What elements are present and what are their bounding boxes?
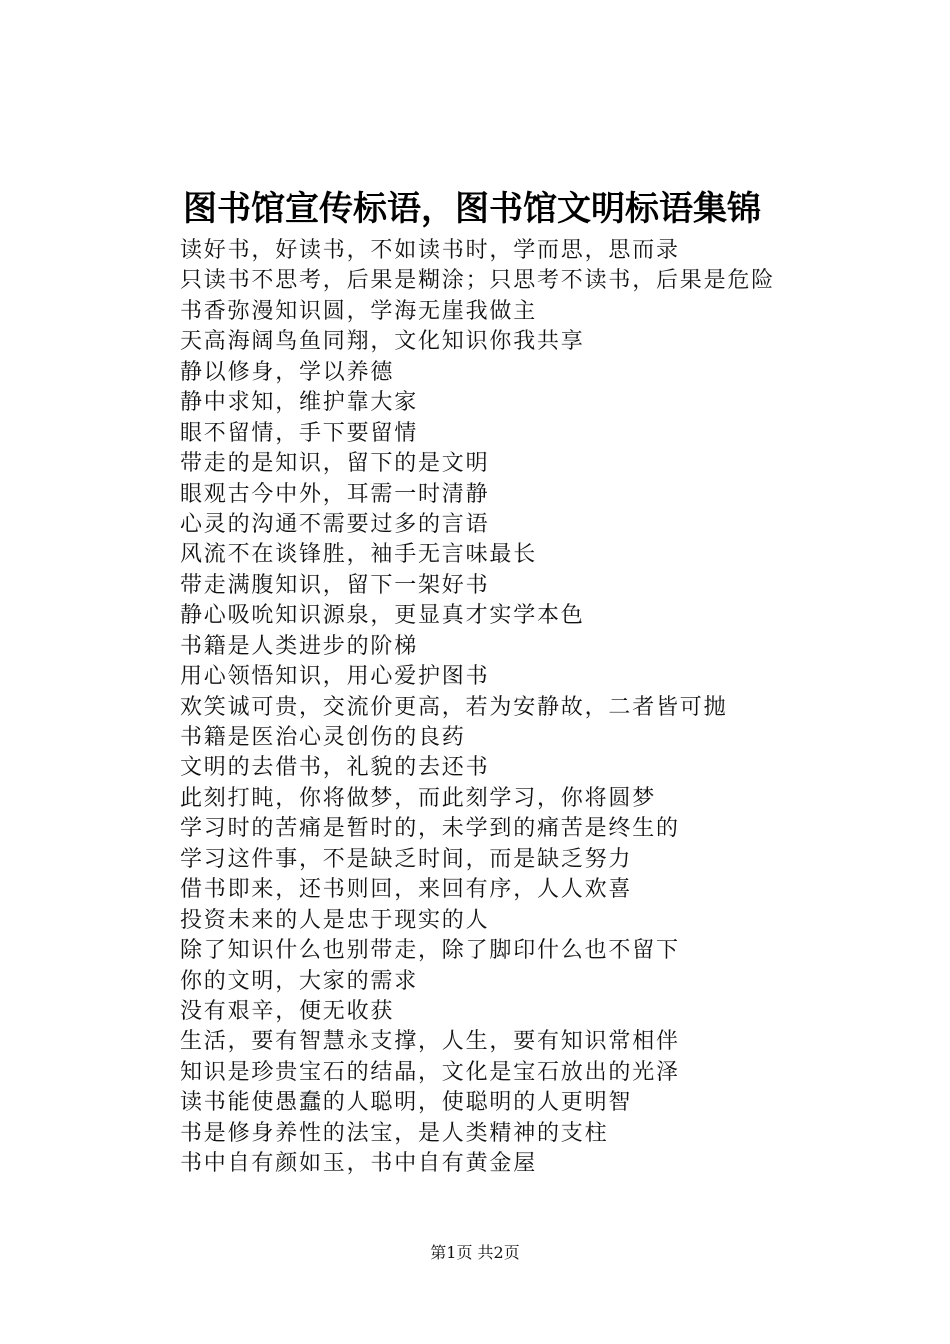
slogan-line: 借书即来，还书则回，来回有序，人人欢喜 — [180, 877, 633, 903]
slogan-line: 静中求知，维护靠大家 — [180, 390, 419, 416]
slogan-line: 欢笑诚可贵，交流价更高，若为安静故，二者皆可抛 — [180, 694, 728, 720]
slogan-line: 心灵的沟通不需要过多的言语 — [180, 511, 490, 537]
slogan-line: 读书能使愚蠢的人聪明，使聪明的人更明智 — [180, 1090, 633, 1116]
slogan-line: 静以修身，学以养德 — [180, 359, 395, 385]
page-number-footer: 第1页 共2页 — [430, 1243, 520, 1262]
slogan-line: 风流不在谈锋胜，袖手无言味最长 — [180, 542, 538, 568]
slogan-line: 眼观古今中外，耳需一时清静 — [180, 481, 490, 507]
document-title: 图书馆宣传标语，图书馆文明标语集锦 — [183, 189, 761, 229]
slogan-line: 书籍是人类进步的阶梯 — [180, 633, 419, 659]
slogan-list — [180, 236, 880, 1180]
slogan-line: 静心吸吮知识源泉，更显真才实学本色 — [180, 603, 585, 629]
slogan-line: 书是修身养性的法宝，是人类精神的支柱 — [180, 1120, 609, 1146]
slogan-line: 带走满腹知识，留下一架好书 — [180, 572, 490, 598]
slogan-line: 书中自有颜如玉，书中自有黄金屋 — [180, 1151, 538, 1177]
slogan-line: 此刻打盹，你将做梦，而此刻学习，你将圆梦 — [180, 785, 657, 811]
slogan-line: 带走的是知识，留下的是文明 — [180, 451, 490, 477]
slogan-line: 只读书不思考，后果是糊涂；只思考不读书，后果是危险 — [180, 268, 776, 294]
slogan-line: 你的文明，大家的需求 — [180, 968, 419, 994]
slogan-line: 天高海阔鸟鱼同翔，文化知识你我共享 — [180, 329, 585, 355]
slogan-line: 学习这件事，不是缺乏时间，而是缺乏努力 — [180, 846, 633, 872]
slogan-line: 学习时的苦痛是暂时的，未学到的痛苦是终生的 — [180, 816, 680, 842]
slogan-line: 除了知识什么也别带走，除了脚印什么也不留下 — [180, 938, 680, 964]
slogan-line: 投资未来的人是忠于现实的人 — [180, 907, 490, 933]
slogan-line: 书籍是医治心灵创伤的良药 — [180, 725, 466, 750]
slogan-line: 读好书，好读书，不如读书时，学而思，思而录 — [180, 238, 680, 263]
slogan-line: 用心领悟知识，用心爱护图书 — [180, 664, 490, 690]
slogan-line: 知识是珍贵宝石的结晶，文化是宝石放出的光泽 — [180, 1059, 680, 1085]
slogan-line: 书香弥漫知识圆，学海无崖我做主 — [180, 298, 538, 324]
slogan-line: 生活，要有智慧永支撑，人生，要有知识常相伴 — [180, 1029, 680, 1055]
slogan-line: 文明的去借书，礼貌的去还书 — [180, 755, 490, 781]
slogan-line: 没有艰辛，便无收获 — [180, 998, 395, 1024]
slogan-line: 眼不留情，手下要留情 — [180, 420, 419, 446]
